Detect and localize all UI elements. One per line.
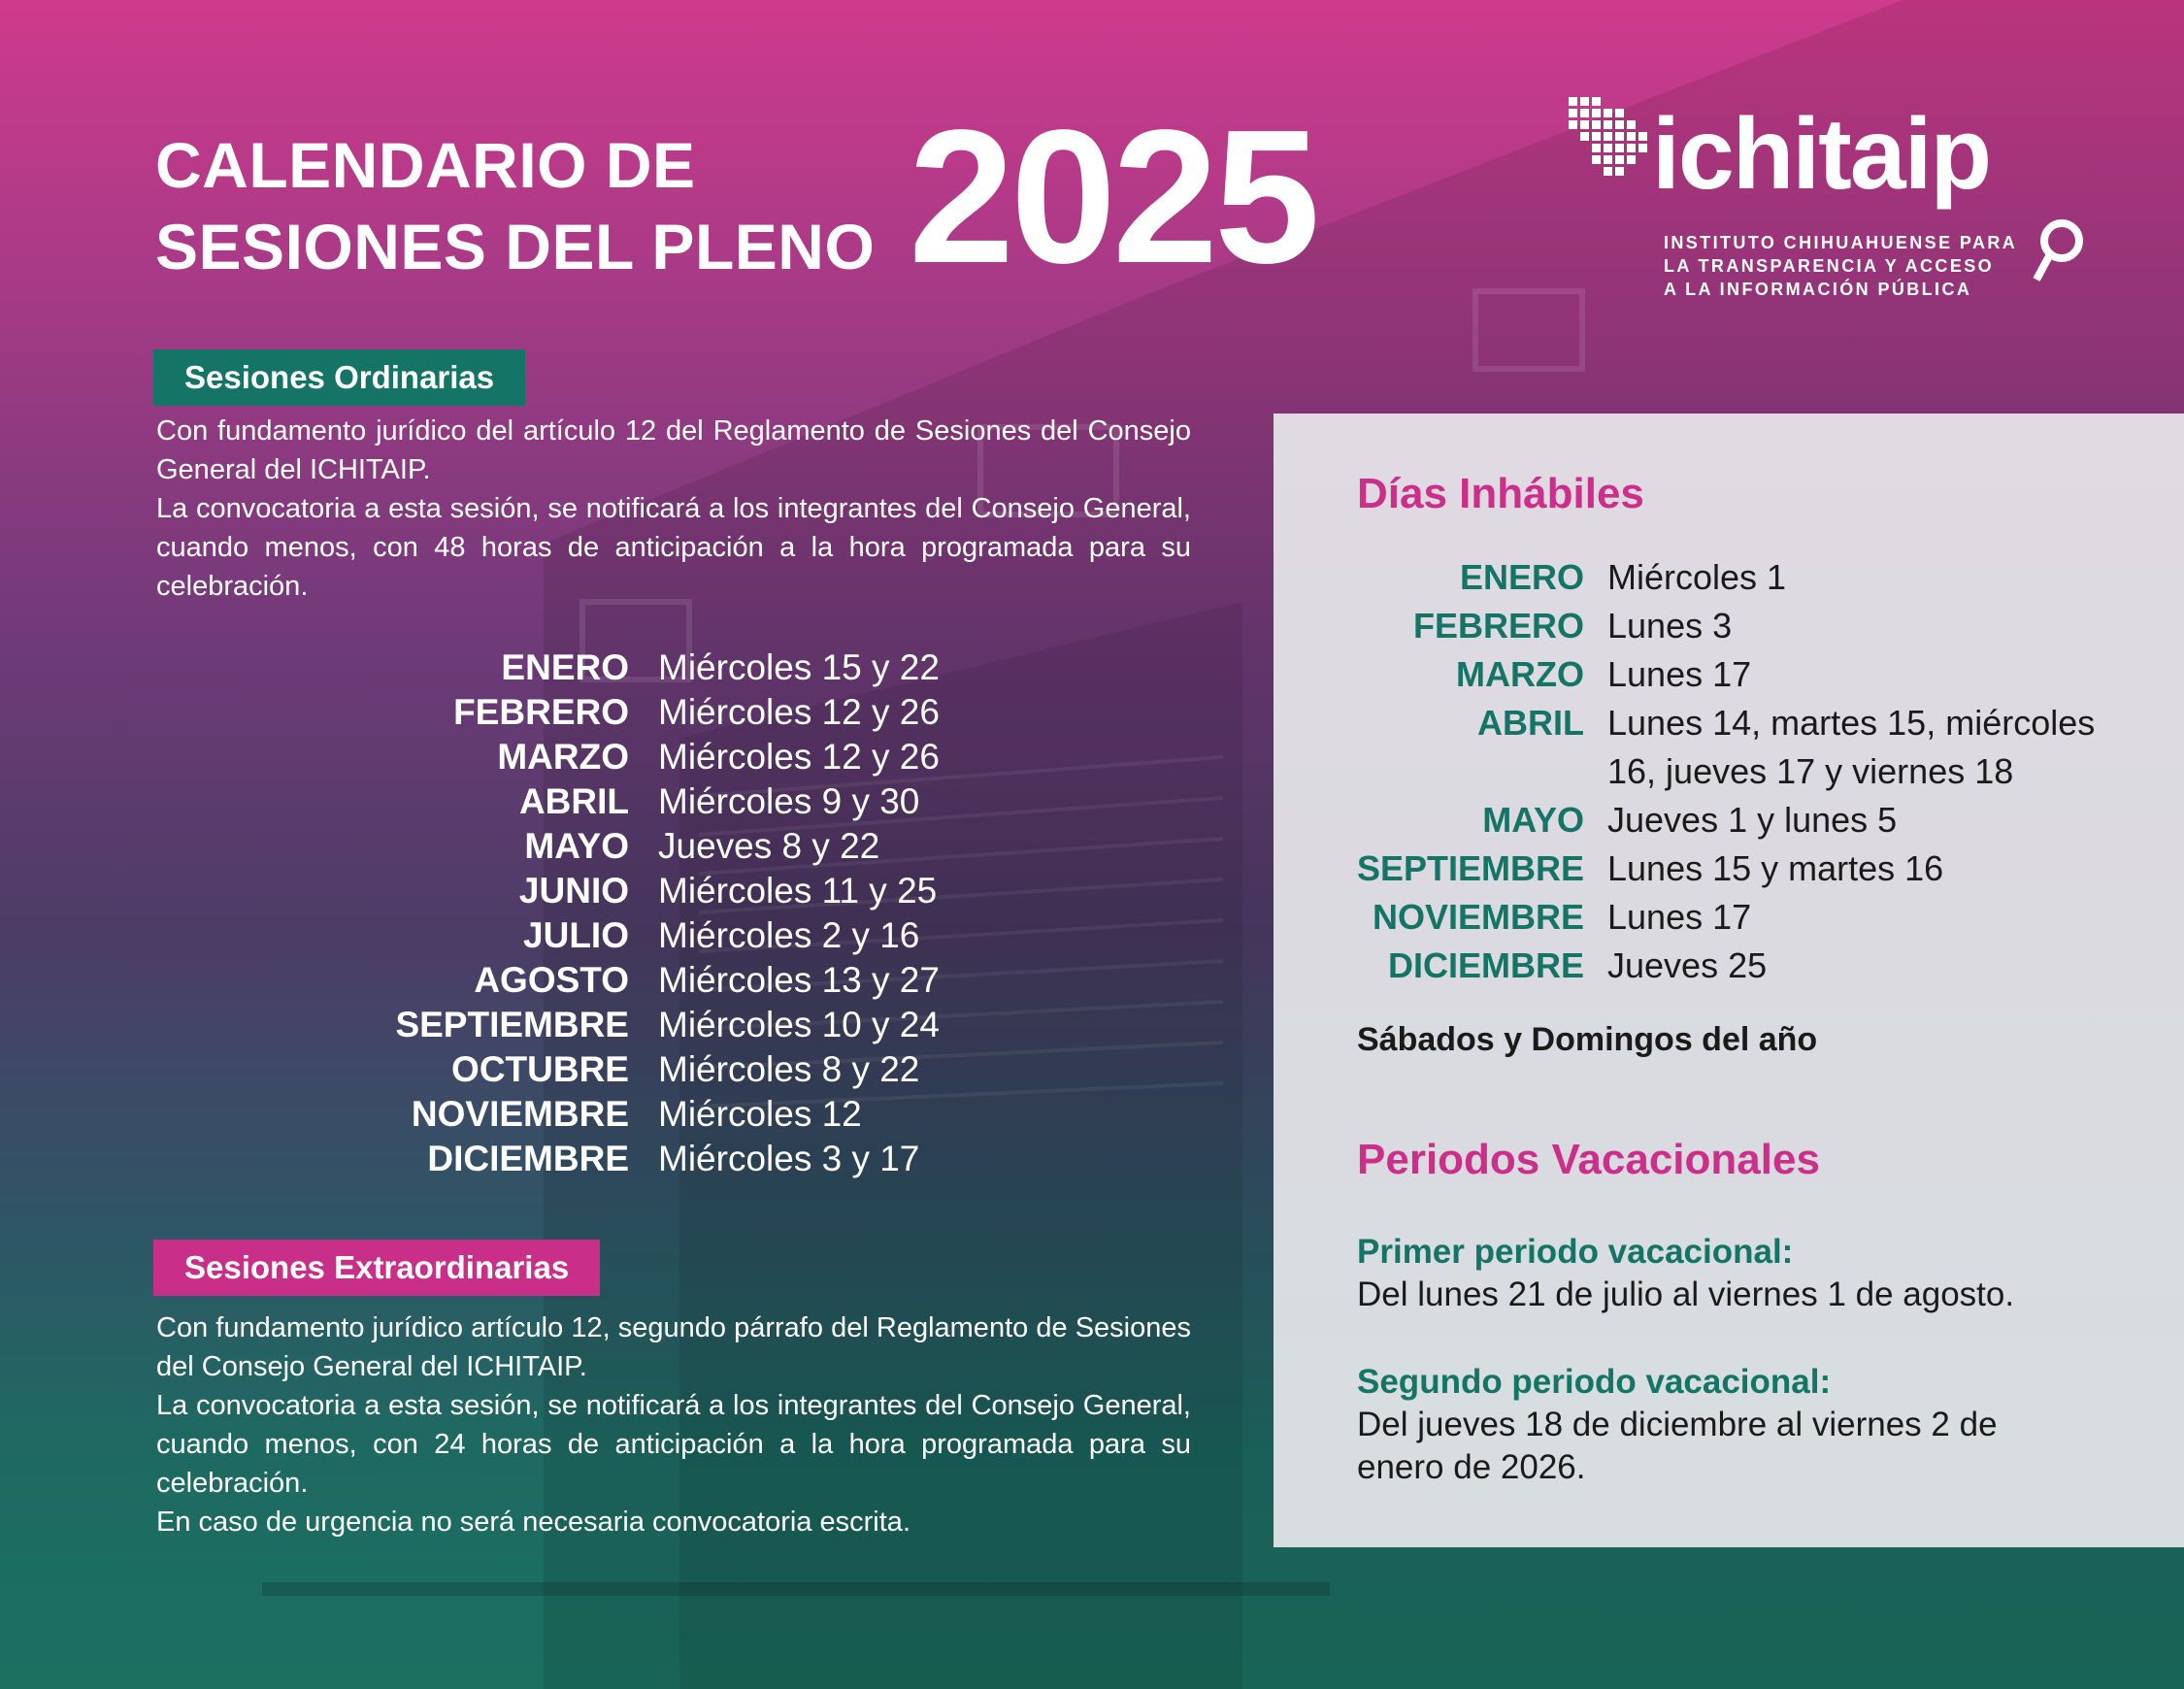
inhabil-month: ABRIL [1477,703,1584,743]
schedule-month: FEBRERO [453,692,629,732]
inhabil-row [1328,942,2132,990]
inhabil-month: SEPTIEMBRE [1356,848,1584,888]
schedule-dates: Miércoles 12 [658,1094,862,1134]
inhabil-month: DICIEMBRE [1387,945,1584,985]
schedule-month: JUNIO [518,871,629,911]
schedule-month: ENERO [501,647,629,687]
inhabil-dates: Jueves 1 y lunes 5 [1607,800,1898,840]
schedule-month: AGOSTO [474,960,629,1000]
inhabil-dates: Lunes 3 [1607,606,1733,646]
inhabil-dates: Jueves 25 [1607,945,1768,985]
schedule-dates: Miércoles 2 y 16 [658,915,920,955]
logo-subtitle-line-1: INSTITUTO CHIHUAHUENSE PARA [1664,233,2018,252]
ordinarias-schedule [369,646,940,1181]
inhabil-dates: Lunes 17 [1607,897,1752,937]
schedule-month: OCTUBRE [451,1049,629,1089]
title-line-1: CALENDARIO DE [155,129,696,201]
schedule-row [369,690,940,735]
schedule-month: MAYO [524,826,629,866]
second-vacation-dates: Del jueves 18 de diciembre al viernes 2 de enero de 2026. [1357,1406,1998,1486]
title-line-2: SESIONES DEL PLENO [155,211,876,282]
schedule-row [369,913,940,958]
schedule-dates: Miércoles 11 y 25 [658,871,938,911]
inhabil-month: FEBRERO [1412,606,1584,646]
inhabil-dates: Lunes 17 [1607,654,1752,694]
ordinarias-description [156,412,1191,606]
inhabil-month: MAYO [1482,800,1584,840]
inhabil-month: MARZO [1456,654,1584,694]
schedule-row [369,824,940,869]
inhabil-dates: Lunes 14, martes 15, miércoles 16, jueves 17 y viernes 18 [1607,703,2096,791]
extraordinarias-paragraph-1: Con fundamento jurídico artículo 12, segundo párrafo del Reglamento de Sesiones del Consejo General del ICHITAIP. [156,1312,1191,1382]
inhabil-dates: Lunes 15 y martes 16 [1607,848,1944,888]
first-vacation-label: Primer periodo vacacional: [1357,1233,1794,1271]
logo-subtitle-line-2: LA TRANSPARENCIA Y ACCESO [1664,256,1995,276]
schedule-dates: Miércoles 3 y 17 [658,1139,920,1178]
schedule-row [369,1003,940,1047]
inhabil-row [1328,844,2132,893]
schedule-dates: Jueves 8 y 22 [658,826,880,866]
ordinarias-paragraph-2: La convocatoria a esta sesión, se notificará a los integrantes del Consejo General, cuando menos, con 48 horas de anticipación a la hora programada para su celebración. [156,493,1191,602]
weekend-note: Sábados y Domingos del año [1357,1021,1818,1058]
schedule-month: ABRIL [518,781,629,821]
schedule-dates: Miércoles 12 y 26 [658,692,940,732]
inhabil-row [1328,699,2132,796]
schedule-row [369,1092,940,1137]
logo-subtitle-line-3: A LA INFORMACIÓN PÚBLICA [1664,280,1972,299]
inhabil-row [1328,553,2132,602]
schedule-row [369,869,940,913]
schedule-dates: Miércoles 12 y 26 [658,737,940,777]
inhabil-row [1328,796,2132,844]
extraordinarias-paragraph-3: En caso de urgencia no será necesaria convocatoria escrita. [156,1507,910,1538]
page-title [155,124,875,287]
schedule-dates: Miércoles 15 y 22 [658,647,940,687]
schedule-month: JULIO [523,915,629,955]
schedule-dates: Miércoles 8 y 22 [658,1049,920,1089]
inhabil-month: NOVIEMBRE [1372,897,1584,937]
schedule-month: SEPTIEMBRE [395,1005,629,1044]
schedule-row [369,1137,940,1181]
ordinarias-paragraph-1: Con fundamento jurídico del artículo 12 del Reglamento de Sesiones del Consejo General del ICHITAIP. [156,415,1191,485]
schedule-dates: Miércoles 9 y 30 [658,781,920,821]
sesiones-extraordinarias-badge: Sesiones Extraordinarias [153,1240,600,1296]
dias-inhabiles-list [1328,553,2132,990]
logo-wordmark: ichitaip [1652,98,1991,211]
inhabil-dates: Miércoles 1 [1607,557,1787,597]
schedule-row [369,735,940,779]
inhabil-row [1328,602,2132,650]
second-vacation-label: Segundo periodo vacacional: [1357,1363,1832,1401]
schedule-dates: Miércoles 13 y 27 [658,960,940,1000]
schedule-month: NOVIEMBRE [411,1094,629,1134]
schedule-month: MARZO [497,737,629,777]
inhabil-row [1328,650,2132,699]
first-vacation-period [1357,1231,2134,1316]
schedule-month: DICIEMBRE [427,1139,629,1178]
logo-subtitle [1664,231,2017,301]
schedule-dates: Miércoles 10 y 24 [658,1005,940,1044]
extraordinarias-paragraph-2: La convocatoria a esta sesión, se notificará a los integrantes del Consejo General, cuando menos, con 24 horas de anticipación a la hora programada para su celebración. [156,1390,1191,1499]
schedule-row [369,646,940,690]
magnifier-icon [2031,215,2089,293]
info-panel [1274,414,2184,1547]
chihuahua-map-icon [1559,89,1666,196]
first-vacation-dates: Del lunes 21 de julio al viernes 1 de agosto. [1357,1275,2015,1313]
dias-inhabiles-title: Días Inhábiles [1357,470,1644,517]
inhabil-row [1328,893,2132,942]
schedule-row [369,1047,940,1092]
schedule-row [369,779,940,824]
schedule-row [369,958,940,1003]
year-label: 2025 [909,90,1317,303]
ichitaip-logo [1559,89,2102,313]
second-vacation-period [1357,1361,2056,1489]
inhabil-month: ENERO [1459,557,1584,597]
sesiones-ordinarias-badge: Sesiones Ordinarias [153,349,525,406]
periodos-vacacionales-title: Periodos Vacacionales [1357,1136,1820,1183]
extraordinarias-description [156,1308,1191,1541]
